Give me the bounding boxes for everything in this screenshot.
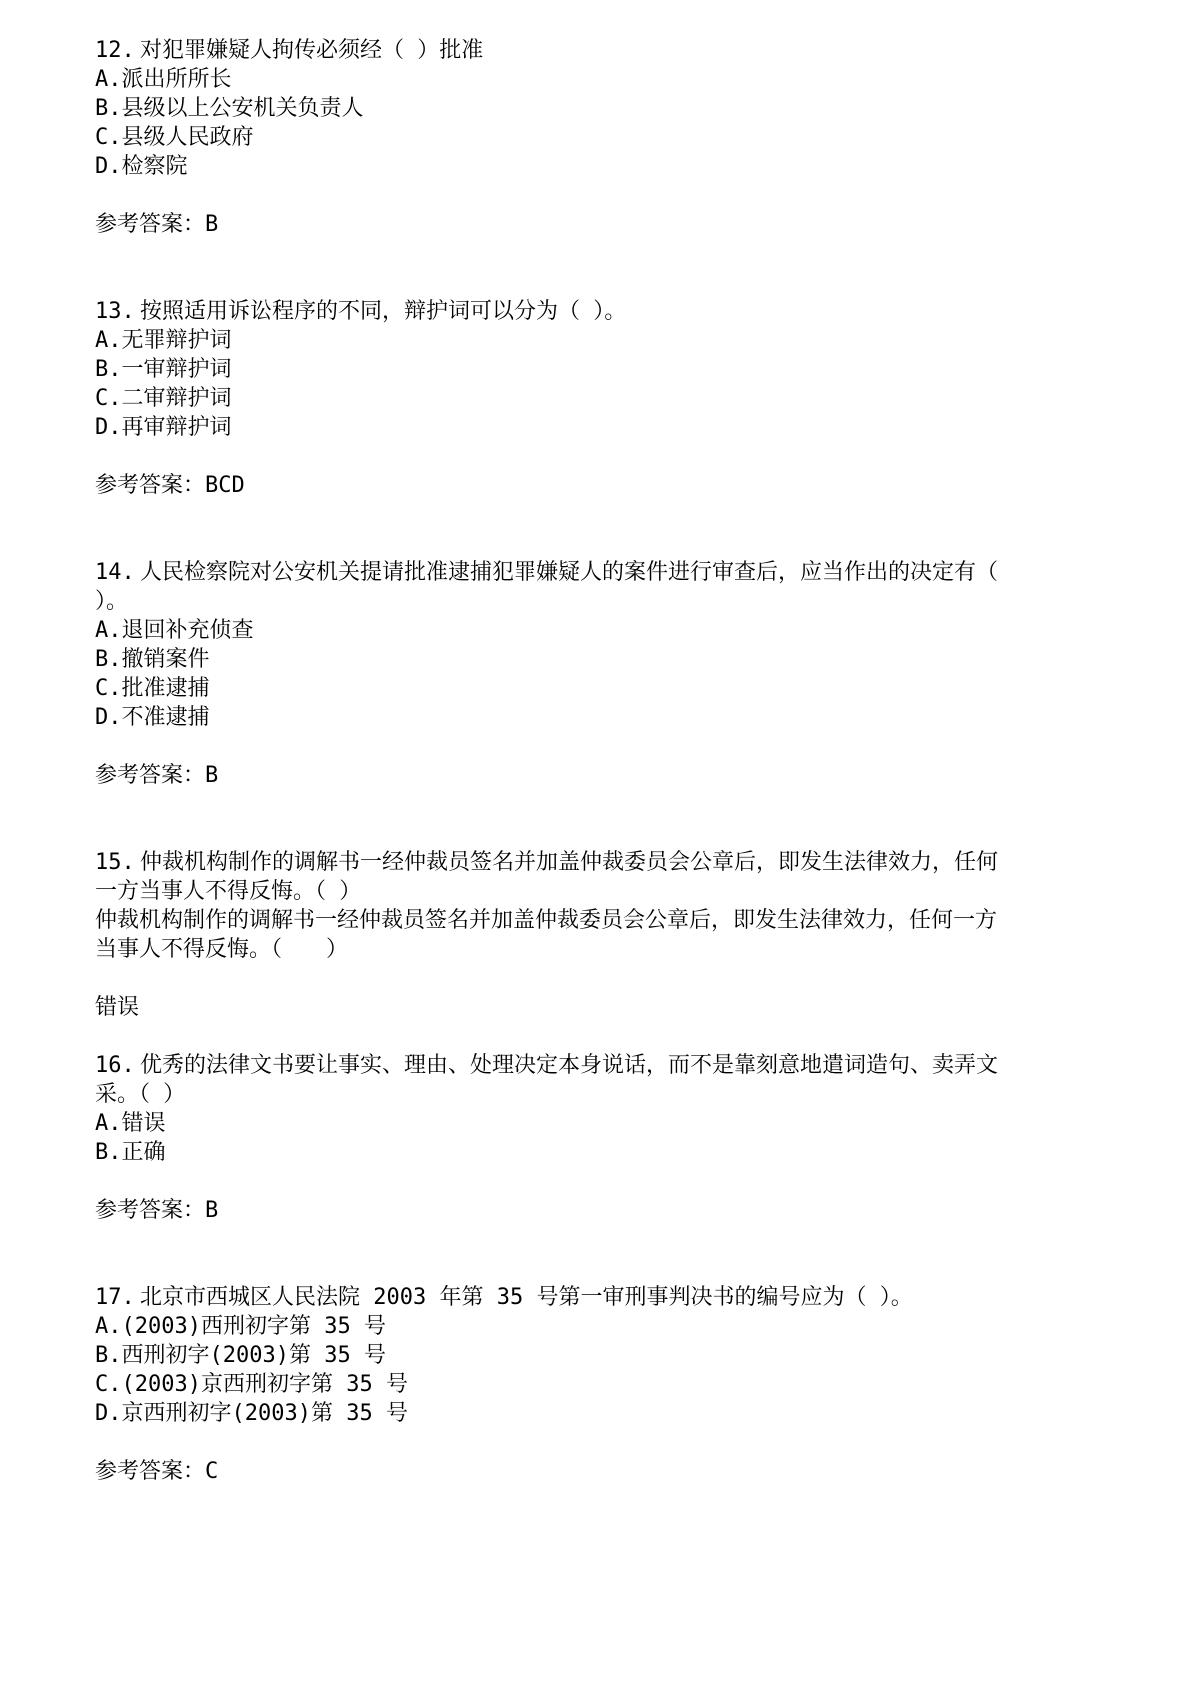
question-stem — [95, 1051, 1007, 1109]
question-number: 17. — [95, 1285, 135, 1310]
answer-value: 错误 — [95, 995, 140, 1020]
question-14 — [95, 558, 1007, 790]
option-a: A.无罪辩护词 — [95, 328, 232, 353]
answer-label: 参考答案： — [95, 763, 206, 788]
answer-line — [95, 1196, 1007, 1225]
option-d: D.京西刑初字(2003)第 35 号 — [95, 1401, 408, 1426]
question-stem — [95, 297, 1007, 326]
question-stem — [95, 848, 1007, 906]
answer-value: B — [205, 763, 219, 788]
question-stem — [95, 558, 1007, 616]
answer-line — [95, 1457, 1007, 1486]
answer-label: 参考答案： — [95, 1459, 206, 1484]
option-a: A.错误 — [95, 1111, 166, 1136]
option-a: A.派出所所长 — [95, 67, 232, 92]
option-c: C.批准逮捕 — [95, 676, 210, 701]
answer-value: B — [205, 212, 219, 237]
option-a: A.退回补充侦查 — [95, 618, 254, 643]
question-number: 16. — [95, 1053, 135, 1078]
question-17 — [95, 1283, 1007, 1486]
question-text: 人民检察院对公安机关提请批准逮捕犯罪嫌疑人的案件进行审查后，应当作出的决定有（ ）。 — [95, 560, 999, 614]
option-c: C.二审辩护词 — [95, 386, 232, 411]
answer-label: 参考答案： — [95, 473, 206, 498]
question-13 — [95, 297, 1007, 500]
question-15 — [95, 848, 1007, 1022]
question-text: 按照适用诉讼程序的不同，辩护词可以分为（ ）。 — [140, 299, 627, 324]
option-a: A.(2003)西刑初字第 35 号 — [95, 1314, 386, 1339]
document-page — [95, 36, 1007, 1544]
option-c: C.县级人民政府 — [95, 125, 254, 150]
option-b: B.西刑初字(2003)第 35 号 — [95, 1343, 386, 1368]
option-d: D.再审辩护词 — [95, 415, 232, 440]
question-number: 15. — [95, 850, 135, 875]
option-b: B.一审辩护词 — [95, 357, 232, 382]
answer-value: BCD — [205, 473, 245, 498]
question-12 — [95, 36, 1007, 239]
answer-value: B — [205, 1198, 219, 1223]
question-statement: 仲裁机构制作的调解书一经仲裁员签名并加盖仲裁委员会公章后，即发生法律效力，任何一方当事人不得反悔。（ ） — [95, 908, 998, 962]
answer-line — [95, 210, 1007, 239]
option-c: C.(2003)京西刑初字第 35 号 — [95, 1372, 408, 1397]
question-number: 12. — [95, 38, 135, 63]
answer-line — [95, 761, 1007, 790]
question-text: 优秀的法律文书要让事实、理由、处理决定本身说话，而不是靠刻意地遣词造句、卖弄文采。（ ） — [95, 1053, 999, 1107]
option-d: D.不准逮捕 — [95, 705, 210, 730]
option-b: B.正确 — [95, 1140, 166, 1165]
option-b: B.撤销案件 — [95, 647, 210, 672]
question-number: 14. — [95, 560, 135, 585]
answer-value: C — [205, 1459, 219, 1484]
question-stem — [95, 36, 1007, 65]
option-b: B.县级以上公安机关负责人 — [95, 96, 364, 121]
question-text: 北京市西城区人民法院 2003 年第 35 号第一审刑事判决书的编号应为（ ）。 — [140, 1285, 913, 1310]
question-number: 13. — [95, 299, 135, 324]
option-d: D.检察院 — [95, 154, 188, 179]
question-stem — [95, 1283, 1007, 1312]
question-16 — [95, 1051, 1007, 1225]
answer-line — [95, 471, 1007, 500]
answer-label: 参考答案： — [95, 212, 206, 237]
question-text: 仲裁机构制作的调解书一经仲裁员签名并加盖仲裁委员会公章后，即发生法律效力，任何一方当事人不得反悔。（ ） — [95, 850, 999, 904]
question-text: 对犯罪嫌疑人拘传必须经（ ）批准 — [140, 38, 484, 63]
answer-label: 参考答案： — [95, 1198, 206, 1223]
